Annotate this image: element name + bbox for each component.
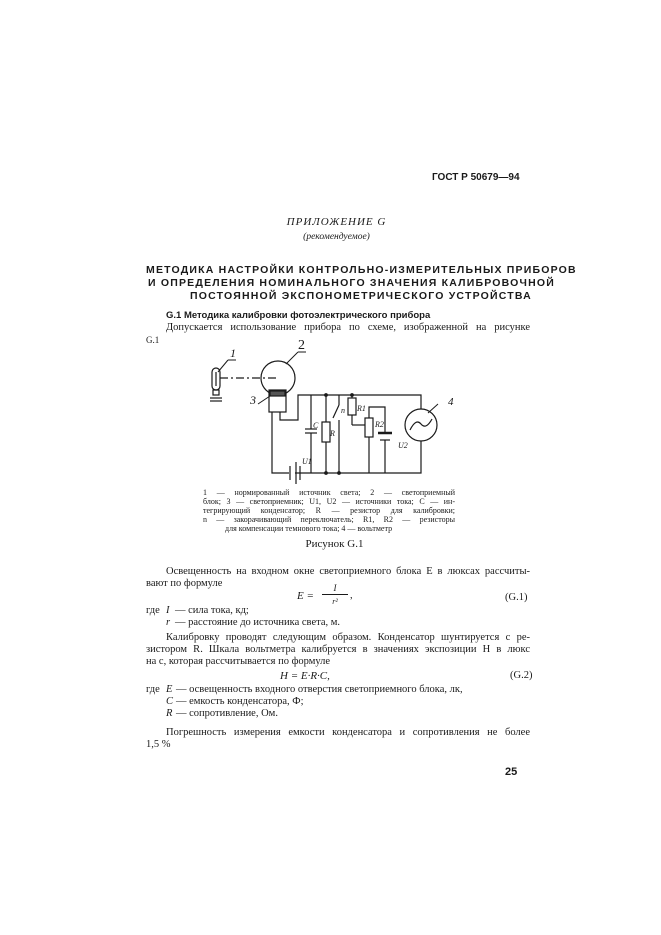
- label-r1: R1: [357, 404, 366, 413]
- intro-line-1: Допускается использование прибора по схеме, изображенной на рисунке: [166, 322, 530, 333]
- appendix-title: ПРИЛОЖЕНИЕ G: [286, 216, 387, 228]
- legend-line-2: блок; 3 — светоприемник; U1, U2 — источники тока; C — ин-: [203, 497, 455, 506]
- label-2: 2: [298, 338, 305, 353]
- light-source-icon: [210, 368, 222, 401]
- para3-line-1: Погрешность измерения емкости конденсатора и сопротивления не более: [166, 727, 530, 738]
- main-title-line-2: И ОПРЕДЕЛЕНИЯ НОМИНАЛЬНОГО ЗНАЧЕНИЯ КАЛИБРОВОЧНОЙ: [148, 277, 556, 289]
- para3-line-2: 1,5 %: [146, 739, 171, 750]
- where2-text-2: — сопротивление, Ом.: [176, 708, 278, 719]
- label-u1: U1: [302, 457, 312, 466]
- label-u2: U2: [398, 441, 408, 450]
- where1-text-0: — сила тока, кд;: [175, 605, 249, 616]
- where2-sym-1: C: [166, 696, 174, 707]
- legend-line-5: для компенсации темнового тока; 4 — вольтметр: [225, 524, 393, 533]
- where2-prefix: где: [146, 684, 160, 695]
- where2-text-0: — освещенность входного отверстия светоприемного блока, лк,: [176, 684, 463, 695]
- legend-line-3: тегрирующий конденсатор; R — резистор для калибровки;: [203, 506, 455, 515]
- label-c: C: [313, 421, 319, 430]
- para2-line-1: Калибровку проводят следующим образом. Конденсатор шунтируется с ре-: [166, 632, 530, 643]
- formula-1-number: (G.1): [505, 592, 528, 603]
- where2-sym-0: E: [166, 684, 173, 695]
- figure-caption: Рисунок G.1: [305, 538, 364, 550]
- where2-sym-2: R: [166, 708, 173, 719]
- label-r2: R2: [375, 420, 384, 429]
- label-r: R: [330, 429, 335, 438]
- para2-line-3: на с, которая рассчитывается по формуле: [146, 656, 331, 667]
- standard-number: ГОСТ Р 50679—94: [432, 172, 520, 183]
- where2-text-1: — емкость конденсатора, Ф;: [176, 696, 304, 707]
- formula-1-denominator: r²: [332, 597, 338, 606]
- page-number: 25: [505, 766, 518, 778]
- legend-line-4: n — закорачивающий переключатель; R1, R2 — резисторы: [203, 515, 455, 524]
- where1-sym-0: I: [166, 605, 170, 616]
- formula-2: H = E·R·C,: [280, 670, 330, 682]
- main-title-line-1: МЕТОДИКА НАСТРОЙКИ КОНТРОЛЬНО-ИЗМЕРИТЕЛЬНЫХ ПРИБОРОВ: [146, 264, 577, 276]
- formula-1-tail: ,: [350, 590, 353, 601]
- para1-line-2: вают по формуле: [146, 578, 223, 589]
- appendix-subtitle: (рекомендуемое): [303, 232, 370, 242]
- intro-line-2: G.1: [146, 335, 160, 345]
- label-4: 4: [448, 396, 454, 408]
- label-1: 1: [230, 346, 236, 360]
- formula-1-lhs: E =: [297, 590, 314, 602]
- section-heading: G.1 Методика калибровки фотоэлектрического прибора: [166, 310, 431, 321]
- where1-sym-1: r: [166, 617, 171, 628]
- label-3: 3: [250, 393, 256, 407]
- para1-line-1: Освещенность на входном окне светоприемного блока E в люксах рассчиты-: [166, 566, 530, 577]
- formula-2-number: (G.2): [510, 670, 533, 681]
- where1-prefix: где: [146, 605, 160, 616]
- para2-line-2: зистором R. Шкала вольтметра калибруется в значениях экспозиции H в люкс: [146, 644, 530, 655]
- voltmeter-icon: [405, 409, 437, 441]
- formula-1-numerator: I: [322, 582, 348, 595]
- main-title-line-3: ПОСТОЯННОЙ ЭКСПОНОМЕТРИЧЕСКОГО УСТРОЙСТВА: [190, 290, 532, 302]
- legend-line-1: 1 — нормированный источник света; 2 — светоприемный: [203, 488, 455, 497]
- label-n: n: [341, 406, 345, 415]
- where1-text-1: — расстояние до источника света, м.: [175, 617, 340, 628]
